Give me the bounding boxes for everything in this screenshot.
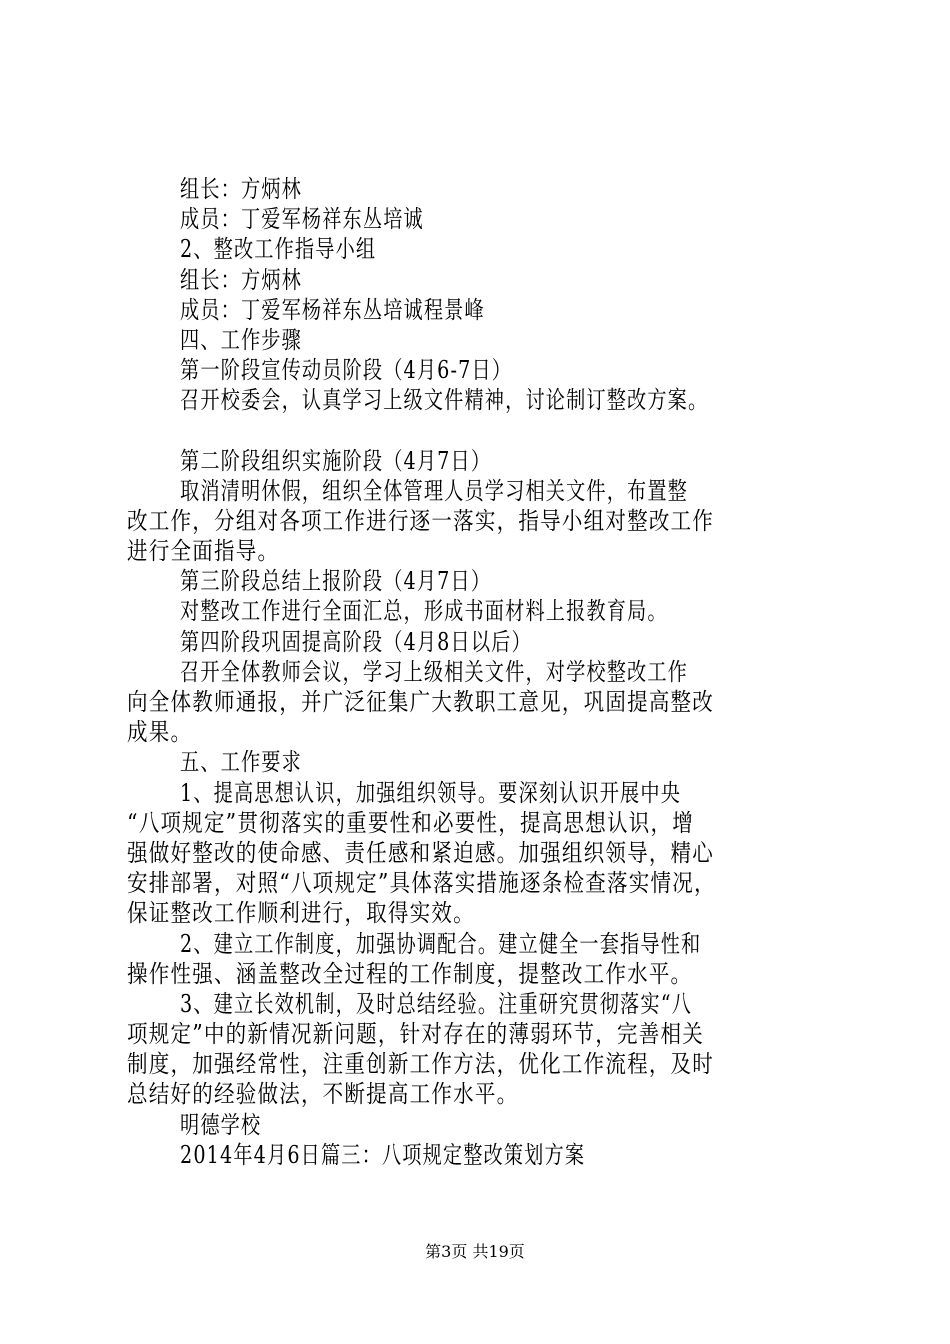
text-line: 保证整改工作顺利进行，取得实效。 [127, 899, 475, 928]
text-line: 召开全体教师会议，学习上级相关文件，对学校整改工作 [180, 657, 688, 686]
text-line: 组长：方炳林 [180, 265, 302, 294]
text-line: 召开校委会，认真学习上级文件精神，讨论制订整改方案。 [180, 386, 709, 415]
text-line: 四、工作步骤 [180, 325, 302, 354]
page-number-footer: 第3页 共19页 [425, 1242, 525, 1261]
text-line: 制度，加强经常性，注重创新工作方法，优化工作流程，及时 [127, 1050, 715, 1079]
text-line: 第三阶段总结上报阶段（4月7日） [180, 567, 492, 596]
text-line: 第一阶段宣传动员阶段（4月6-7日） [180, 356, 513, 385]
text-line: 第二阶段组织实施阶段（4月7日） [180, 446, 492, 475]
paragraph-gap [0, 416, 950, 446]
text-line: 进行全面指导。 [127, 537, 280, 566]
text-line: 2、整改工作指导小组 [180, 235, 377, 264]
text-line: 第四阶段巩固提高阶段（4月8日以后） [180, 627, 532, 656]
text-line: 安排部署，对照“八项规定”具体落实措施逐条检查落实情况， [127, 869, 716, 898]
text-line: 成员：丁爱军杨祥东丛培诚程景峰 [180, 295, 485, 324]
text-line: 改工作，分组对各项工作进行逐一落实，指导小组对整改工作 [127, 506, 715, 535]
text-line: 组长：方炳林 [180, 175, 302, 203]
text-line: 明德学校 [180, 1110, 262, 1139]
text-line: 向全体教师通报，并广泛征集广大教职工意见，巩固提高整改 [127, 688, 715, 716]
text-line: 1、提高思想认识，加强组织领导。要深刻认识开展中央 [180, 778, 682, 807]
text-line: 3、建立长效机制，及时总结经验。注重研究贯彻落实“八 [180, 989, 692, 1018]
text-line: 五、工作要求 [180, 748, 302, 777]
text-line: 成果。 [127, 718, 193, 747]
text-line: 取消清明休假，组织全体管理人员学习相关文件，布置整 [180, 476, 688, 505]
text-line: 成员：丁爱军杨祥东丛培诚 [180, 205, 424, 234]
body-text [0, 174, 950, 1170]
text-line: 强做好整改的使命感、责任感和紧迫感。加强组织领导，精心 [127, 838, 715, 867]
text-line: 对整改工作进行全面汇总，形成书面材料上报教育局。 [180, 597, 668, 626]
text-line: 2014年4月6日篇三：八项规定整改策划方案 [180, 1140, 586, 1169]
text-line: 项规定”中的新情况新问题，针对存在的薄弱环节，完善相关 [127, 1020, 705, 1049]
text-line: “八项规定”贯彻落实的重要性和必要性，提高思想认识，增 [127, 808, 694, 837]
text-line: 总结好的经验做法，不断提高工作水平。 [127, 1080, 519, 1109]
text-line: 2、建立工作制度，加强协调配合。建立健全一套指导性和 [180, 929, 702, 958]
text-line: 操作性强、涵盖整改全过程的工作制度，提整改工作水平。 [127, 959, 693, 988]
